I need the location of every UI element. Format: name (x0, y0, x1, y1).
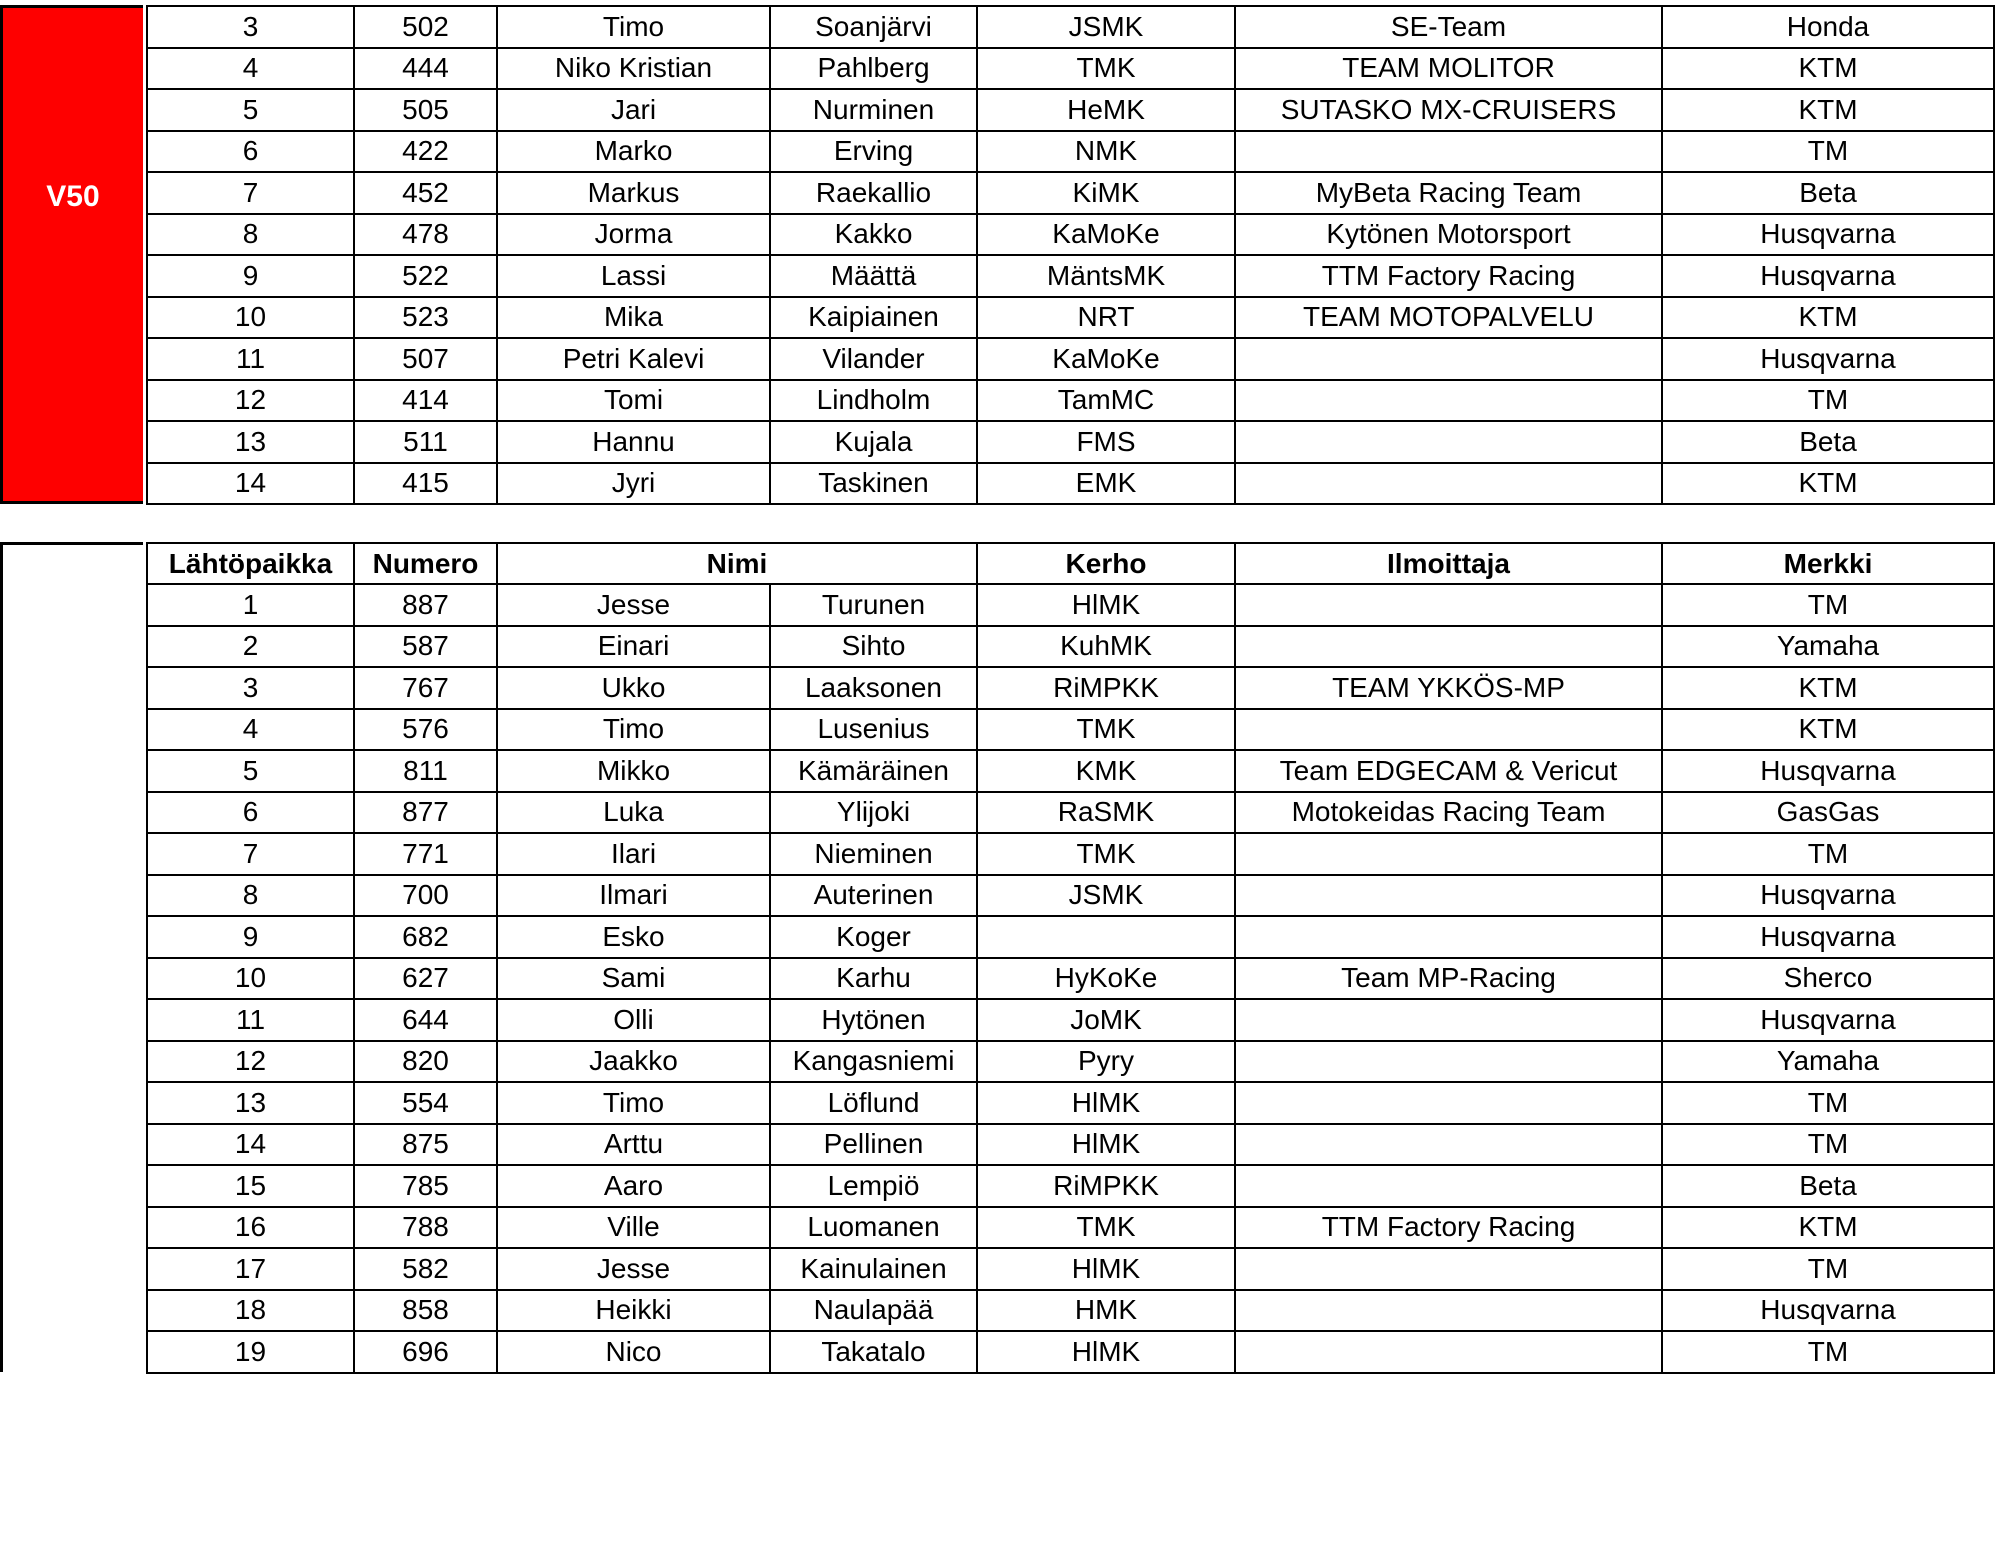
first-name-cell: Timo (497, 709, 770, 751)
last-name-cell: Sihto (770, 626, 977, 668)
table-row (147, 875, 1994, 917)
start-position-cell: 19 (147, 1331, 354, 1373)
number-cell: 820 (354, 1041, 497, 1083)
number-cell: 582 (354, 1248, 497, 1290)
brand-cell: KTM (1662, 709, 1994, 751)
start-position-cell: 12 (147, 1041, 354, 1083)
club-cell: NMK (977, 131, 1235, 173)
brand-cell: Beta (1662, 1165, 1994, 1207)
first-name-cell: Esko (497, 916, 770, 958)
start-position-cell: 17 (147, 1248, 354, 1290)
club-cell: JSMK (977, 875, 1235, 917)
first-name-cell: Mikko (497, 750, 770, 792)
club-cell: TMK (977, 48, 1235, 90)
brand-cell: Husqvarna (1662, 916, 1994, 958)
last-name-cell: Vilander (770, 338, 977, 380)
first-name-cell: Luka (497, 792, 770, 834)
start-position-cell: 4 (147, 48, 354, 90)
entrant-cell: Team MP-Racing (1235, 958, 1662, 1000)
club-cell: TMK (977, 1207, 1235, 1249)
brand-cell: Yamaha (1662, 626, 1994, 668)
first-name-cell: Mika (497, 297, 770, 339)
number-cell: 523 (354, 297, 497, 339)
first-name-cell: Einari (497, 626, 770, 668)
entrant-cell (1235, 1082, 1662, 1124)
table-row (147, 6, 1994, 48)
table-row (147, 750, 1994, 792)
brand-cell: GasGas (1662, 792, 1994, 834)
start-list-table (146, 542, 1995, 1374)
club-cell: KuhMK (977, 626, 1235, 668)
start-position-cell: 4 (147, 709, 354, 751)
club-cell: TMK (977, 833, 1235, 875)
start-position-cell: 18 (147, 1290, 354, 1332)
club-cell: JSMK (977, 6, 1235, 48)
brand-cell: TM (1662, 1331, 1994, 1373)
club-cell: HlMK (977, 1331, 1235, 1373)
number-cell: 767 (354, 667, 497, 709)
header-start-position: Lähtöpaikka (147, 543, 354, 584)
table-row (147, 1041, 1994, 1083)
last-name-cell: Auterinen (770, 875, 977, 917)
table-row (147, 214, 1994, 256)
last-name-cell: Lempiö (770, 1165, 977, 1207)
first-name-cell: Sami (497, 958, 770, 1000)
start-position-cell: 15 (147, 1165, 354, 1207)
brand-cell: KTM (1662, 48, 1994, 90)
header-name: Nimi (497, 543, 977, 584)
club-cell: HeMK (977, 89, 1235, 131)
last-name-cell: Kangasniemi (770, 1041, 977, 1083)
entrant-cell: TEAM YKKÖS-MP (1235, 667, 1662, 709)
club-cell: KaMoKe (977, 338, 1235, 380)
number-cell: 682 (354, 916, 497, 958)
header-club: Kerho (977, 543, 1235, 584)
brand-cell: Husqvarna (1662, 999, 1994, 1041)
number-cell: 576 (354, 709, 497, 751)
table-row (147, 1290, 1994, 1332)
start-position-cell: 7 (147, 833, 354, 875)
first-name-cell: Tomi (497, 380, 770, 422)
brand-cell: Honda (1662, 6, 1994, 48)
table-row (147, 958, 1994, 1000)
table-row (147, 131, 1994, 173)
number-cell: 554 (354, 1082, 497, 1124)
club-cell: HyKoKe (977, 958, 1235, 1000)
club-cell: JoMK (977, 999, 1235, 1041)
start-position-cell: 10 (147, 958, 354, 1000)
entrant-cell (1235, 709, 1662, 751)
club-cell: HlMK (977, 1082, 1235, 1124)
table-row (147, 709, 1994, 751)
start-position-cell: 7 (147, 172, 354, 214)
entrant-cell (1235, 1124, 1662, 1166)
brand-cell: TM (1662, 1082, 1994, 1124)
table-row (147, 792, 1994, 834)
entrant-cell (1235, 1248, 1662, 1290)
table-row (147, 1165, 1994, 1207)
start-position-cell: 13 (147, 1082, 354, 1124)
first-name-cell: Marko (497, 131, 770, 173)
entrant-cell (1235, 626, 1662, 668)
club-cell: EMK (977, 463, 1235, 505)
first-name-cell: Markus (497, 172, 770, 214)
first-name-cell: Lassi (497, 255, 770, 297)
number-cell: 700 (354, 875, 497, 917)
v50-results-table (146, 5, 1995, 505)
table-row (147, 999, 1994, 1041)
first-name-cell: Jari (497, 89, 770, 131)
club-cell: KMK (977, 750, 1235, 792)
entrant-cell: SUTASKO MX-CRUISERS (1235, 89, 1662, 131)
start-position-cell: 8 (147, 214, 354, 256)
table-row (147, 172, 1994, 214)
start-position-cell: 13 (147, 421, 354, 463)
number-cell: 522 (354, 255, 497, 297)
last-name-cell: Hytönen (770, 999, 977, 1041)
entrant-cell (1235, 584, 1662, 626)
table-row (147, 1207, 1994, 1249)
brand-cell: KTM (1662, 1207, 1994, 1249)
start-position-cell: 5 (147, 89, 354, 131)
first-name-cell: Niko Kristian (497, 48, 770, 90)
number-cell: 415 (354, 463, 497, 505)
first-name-cell: Ilari (497, 833, 770, 875)
club-cell: RiMPKK (977, 1165, 1235, 1207)
start-position-cell: 3 (147, 6, 354, 48)
first-name-cell: Olli (497, 999, 770, 1041)
brand-cell: KTM (1662, 89, 1994, 131)
table-row (147, 833, 1994, 875)
entrant-cell: MyBeta Racing Team (1235, 172, 1662, 214)
entrant-cell (1235, 463, 1662, 505)
club-cell: TamMC (977, 380, 1235, 422)
brand-cell: Husqvarna (1662, 214, 1994, 256)
number-cell: 811 (354, 750, 497, 792)
number-cell: 444 (354, 48, 497, 90)
entrant-cell: TEAM MOLITOR (1235, 48, 1662, 90)
last-name-cell: Laaksonen (770, 667, 977, 709)
start-position-cell: 6 (147, 792, 354, 834)
number-cell: 696 (354, 1331, 497, 1373)
header-number: Numero (354, 543, 497, 584)
brand-cell: TM (1662, 380, 1994, 422)
club-cell: FMS (977, 421, 1235, 463)
club-cell: KaMoKe (977, 214, 1235, 256)
entrant-cell (1235, 1165, 1662, 1207)
number-cell: 422 (354, 131, 497, 173)
entrant-cell: Kytönen Motorsport (1235, 214, 1662, 256)
first-name-cell: Jesse (497, 1248, 770, 1290)
last-name-cell: Pellinen (770, 1124, 977, 1166)
table-row (147, 380, 1994, 422)
brand-cell: KTM (1662, 667, 1994, 709)
brand-cell: TM (1662, 833, 1994, 875)
last-name-cell: Pahlberg (770, 48, 977, 90)
table-row (147, 1331, 1994, 1373)
start-position-cell: 5 (147, 750, 354, 792)
number-cell: 507 (354, 338, 497, 380)
header-entrant: Ilmoittaja (1235, 543, 1662, 584)
table-row (147, 916, 1994, 958)
brand-cell: Husqvarna (1662, 875, 1994, 917)
entrant-cell (1235, 338, 1662, 380)
last-name-cell: Erving (770, 131, 977, 173)
last-name-cell: Koger (770, 916, 977, 958)
brand-cell: TM (1662, 1124, 1994, 1166)
club-cell: KiMK (977, 172, 1235, 214)
first-name-cell: Jorma (497, 214, 770, 256)
entrant-cell: Motokeidas Racing Team (1235, 792, 1662, 834)
last-name-cell: Taskinen (770, 463, 977, 505)
last-name-cell: Raekallio (770, 172, 977, 214)
first-name-cell: Hannu (497, 421, 770, 463)
number-cell: 414 (354, 380, 497, 422)
brand-cell: Husqvarna (1662, 338, 1994, 380)
number-cell: 858 (354, 1290, 497, 1332)
table-row (147, 626, 1994, 668)
last-name-cell: Naulapää (770, 1290, 977, 1332)
last-name-cell: Lusenius (770, 709, 977, 751)
table-row (147, 584, 1994, 626)
header-brand: Merkki (1662, 543, 1994, 584)
brand-cell: TM (1662, 131, 1994, 173)
start-position-cell: 16 (147, 1207, 354, 1249)
number-cell: 771 (354, 833, 497, 875)
table-row (147, 89, 1994, 131)
start-position-cell: 9 (147, 255, 354, 297)
brand-cell: Beta (1662, 172, 1994, 214)
entrant-cell (1235, 999, 1662, 1041)
brand-cell: TM (1662, 1248, 1994, 1290)
number-cell: 587 (354, 626, 497, 668)
number-cell: 478 (354, 214, 497, 256)
last-name-cell: Soanjärvi (770, 6, 977, 48)
table-row (147, 667, 1994, 709)
start-position-cell: 11 (147, 999, 354, 1041)
entrant-cell (1235, 1041, 1662, 1083)
number-cell: 875 (354, 1124, 497, 1166)
club-cell: RaSMK (977, 792, 1235, 834)
start-position-cell: 12 (147, 380, 354, 422)
first-name-cell: Ilmari (497, 875, 770, 917)
table-row (147, 255, 1994, 297)
last-name-cell: Kämäräinen (770, 750, 977, 792)
brand-cell: Sherco (1662, 958, 1994, 1000)
entrant-cell: Team EDGECAM & Vericut (1235, 750, 1662, 792)
number-cell: 452 (354, 172, 497, 214)
entrant-cell (1235, 421, 1662, 463)
entrant-cell (1235, 380, 1662, 422)
table-row (147, 48, 1994, 90)
entrant-cell (1235, 875, 1662, 917)
brand-cell: KTM (1662, 297, 1994, 339)
first-name-cell: Timo (497, 6, 770, 48)
club-cell: HlMK (977, 1248, 1235, 1290)
start-position-cell: 3 (147, 667, 354, 709)
start-position-cell: 14 (147, 1124, 354, 1166)
club-cell: HlMK (977, 1124, 1235, 1166)
number-cell: 788 (354, 1207, 497, 1249)
brand-cell: Beta (1662, 421, 1994, 463)
start-position-cell: 2 (147, 626, 354, 668)
club-cell: TMK (977, 709, 1235, 751)
entrant-cell (1235, 1290, 1662, 1332)
table-row (147, 463, 1994, 505)
table-row (147, 1124, 1994, 1166)
first-name-cell: Jyri (497, 463, 770, 505)
number-cell: 505 (354, 89, 497, 131)
number-cell: 627 (354, 958, 497, 1000)
last-name-cell: Ylijoki (770, 792, 977, 834)
last-name-cell: Löflund (770, 1082, 977, 1124)
last-name-cell: Määttä (770, 255, 977, 297)
brand-cell: TM (1662, 584, 1994, 626)
last-name-cell: Kaipiainen (770, 297, 977, 339)
number-cell: 877 (354, 792, 497, 834)
first-name-cell: Nico (497, 1331, 770, 1373)
start-position-cell: 1 (147, 584, 354, 626)
first-name-cell: Jesse (497, 584, 770, 626)
first-name-cell: Timo (497, 1082, 770, 1124)
entrant-cell (1235, 131, 1662, 173)
entrant-cell: TTM Factory Racing (1235, 1207, 1662, 1249)
brand-cell: Yamaha (1662, 1041, 1994, 1083)
first-name-cell: Jaakko (497, 1041, 770, 1083)
table-row (147, 338, 1994, 380)
number-cell: 511 (354, 421, 497, 463)
number-cell: 785 (354, 1165, 497, 1207)
club-cell: HlMK (977, 584, 1235, 626)
number-cell: 887 (354, 584, 497, 626)
entrant-cell: TTM Factory Racing (1235, 255, 1662, 297)
entrant-cell: TEAM MOTOPALVELU (1235, 297, 1662, 339)
table-row (147, 421, 1994, 463)
club-cell: MäntsMK (977, 255, 1235, 297)
last-name-cell: Takatalo (770, 1331, 977, 1373)
first-name-cell: Ville (497, 1207, 770, 1249)
last-name-cell: Luomanen (770, 1207, 977, 1249)
last-name-cell: Lindholm (770, 380, 977, 422)
first-name-cell: Petri Kalevi (497, 338, 770, 380)
entrant-cell (1235, 916, 1662, 958)
entrant-cell (1235, 833, 1662, 875)
last-name-cell: Kujala (770, 421, 977, 463)
first-name-cell: Arttu (497, 1124, 770, 1166)
class-label: V50 (46, 180, 100, 213)
start-position-cell: 10 (147, 297, 354, 339)
table-row (147, 1082, 1994, 1124)
class-label-cell (0, 5, 143, 504)
club-cell: NRT (977, 297, 1235, 339)
entrant-cell: SE-Team (1235, 6, 1662, 48)
last-name-cell: Kakko (770, 214, 977, 256)
start-position-cell: 9 (147, 916, 354, 958)
brand-cell: KTM (1662, 463, 1994, 505)
class-label-cell-empty (0, 542, 143, 1372)
start-position-cell: 11 (147, 338, 354, 380)
start-position-cell: 6 (147, 131, 354, 173)
first-name-cell: Heikki (497, 1290, 770, 1332)
number-cell: 502 (354, 6, 497, 48)
last-name-cell: Nieminen (770, 833, 977, 875)
brand-cell: Husqvarna (1662, 750, 1994, 792)
last-name-cell: Nurminen (770, 89, 977, 131)
start-position-cell: 8 (147, 875, 354, 917)
brand-cell: Husqvarna (1662, 255, 1994, 297)
last-name-cell: Kainulainen (770, 1248, 977, 1290)
club-cell: Pyry (977, 1041, 1235, 1083)
last-name-cell: Karhu (770, 958, 977, 1000)
first-name-cell: Aaro (497, 1165, 770, 1207)
last-name-cell: Turunen (770, 584, 977, 626)
number-cell: 644 (354, 999, 497, 1041)
club-cell: HMK (977, 1290, 1235, 1332)
table-row (147, 297, 1994, 339)
club-cell: RiMPKK (977, 667, 1235, 709)
brand-cell: Husqvarna (1662, 1290, 1994, 1332)
start-position-cell: 14 (147, 463, 354, 505)
header-row (147, 543, 1994, 584)
first-name-cell: Ukko (497, 667, 770, 709)
entrant-cell (1235, 1331, 1662, 1373)
club-cell (977, 916, 1235, 958)
table-row (147, 1248, 1994, 1290)
